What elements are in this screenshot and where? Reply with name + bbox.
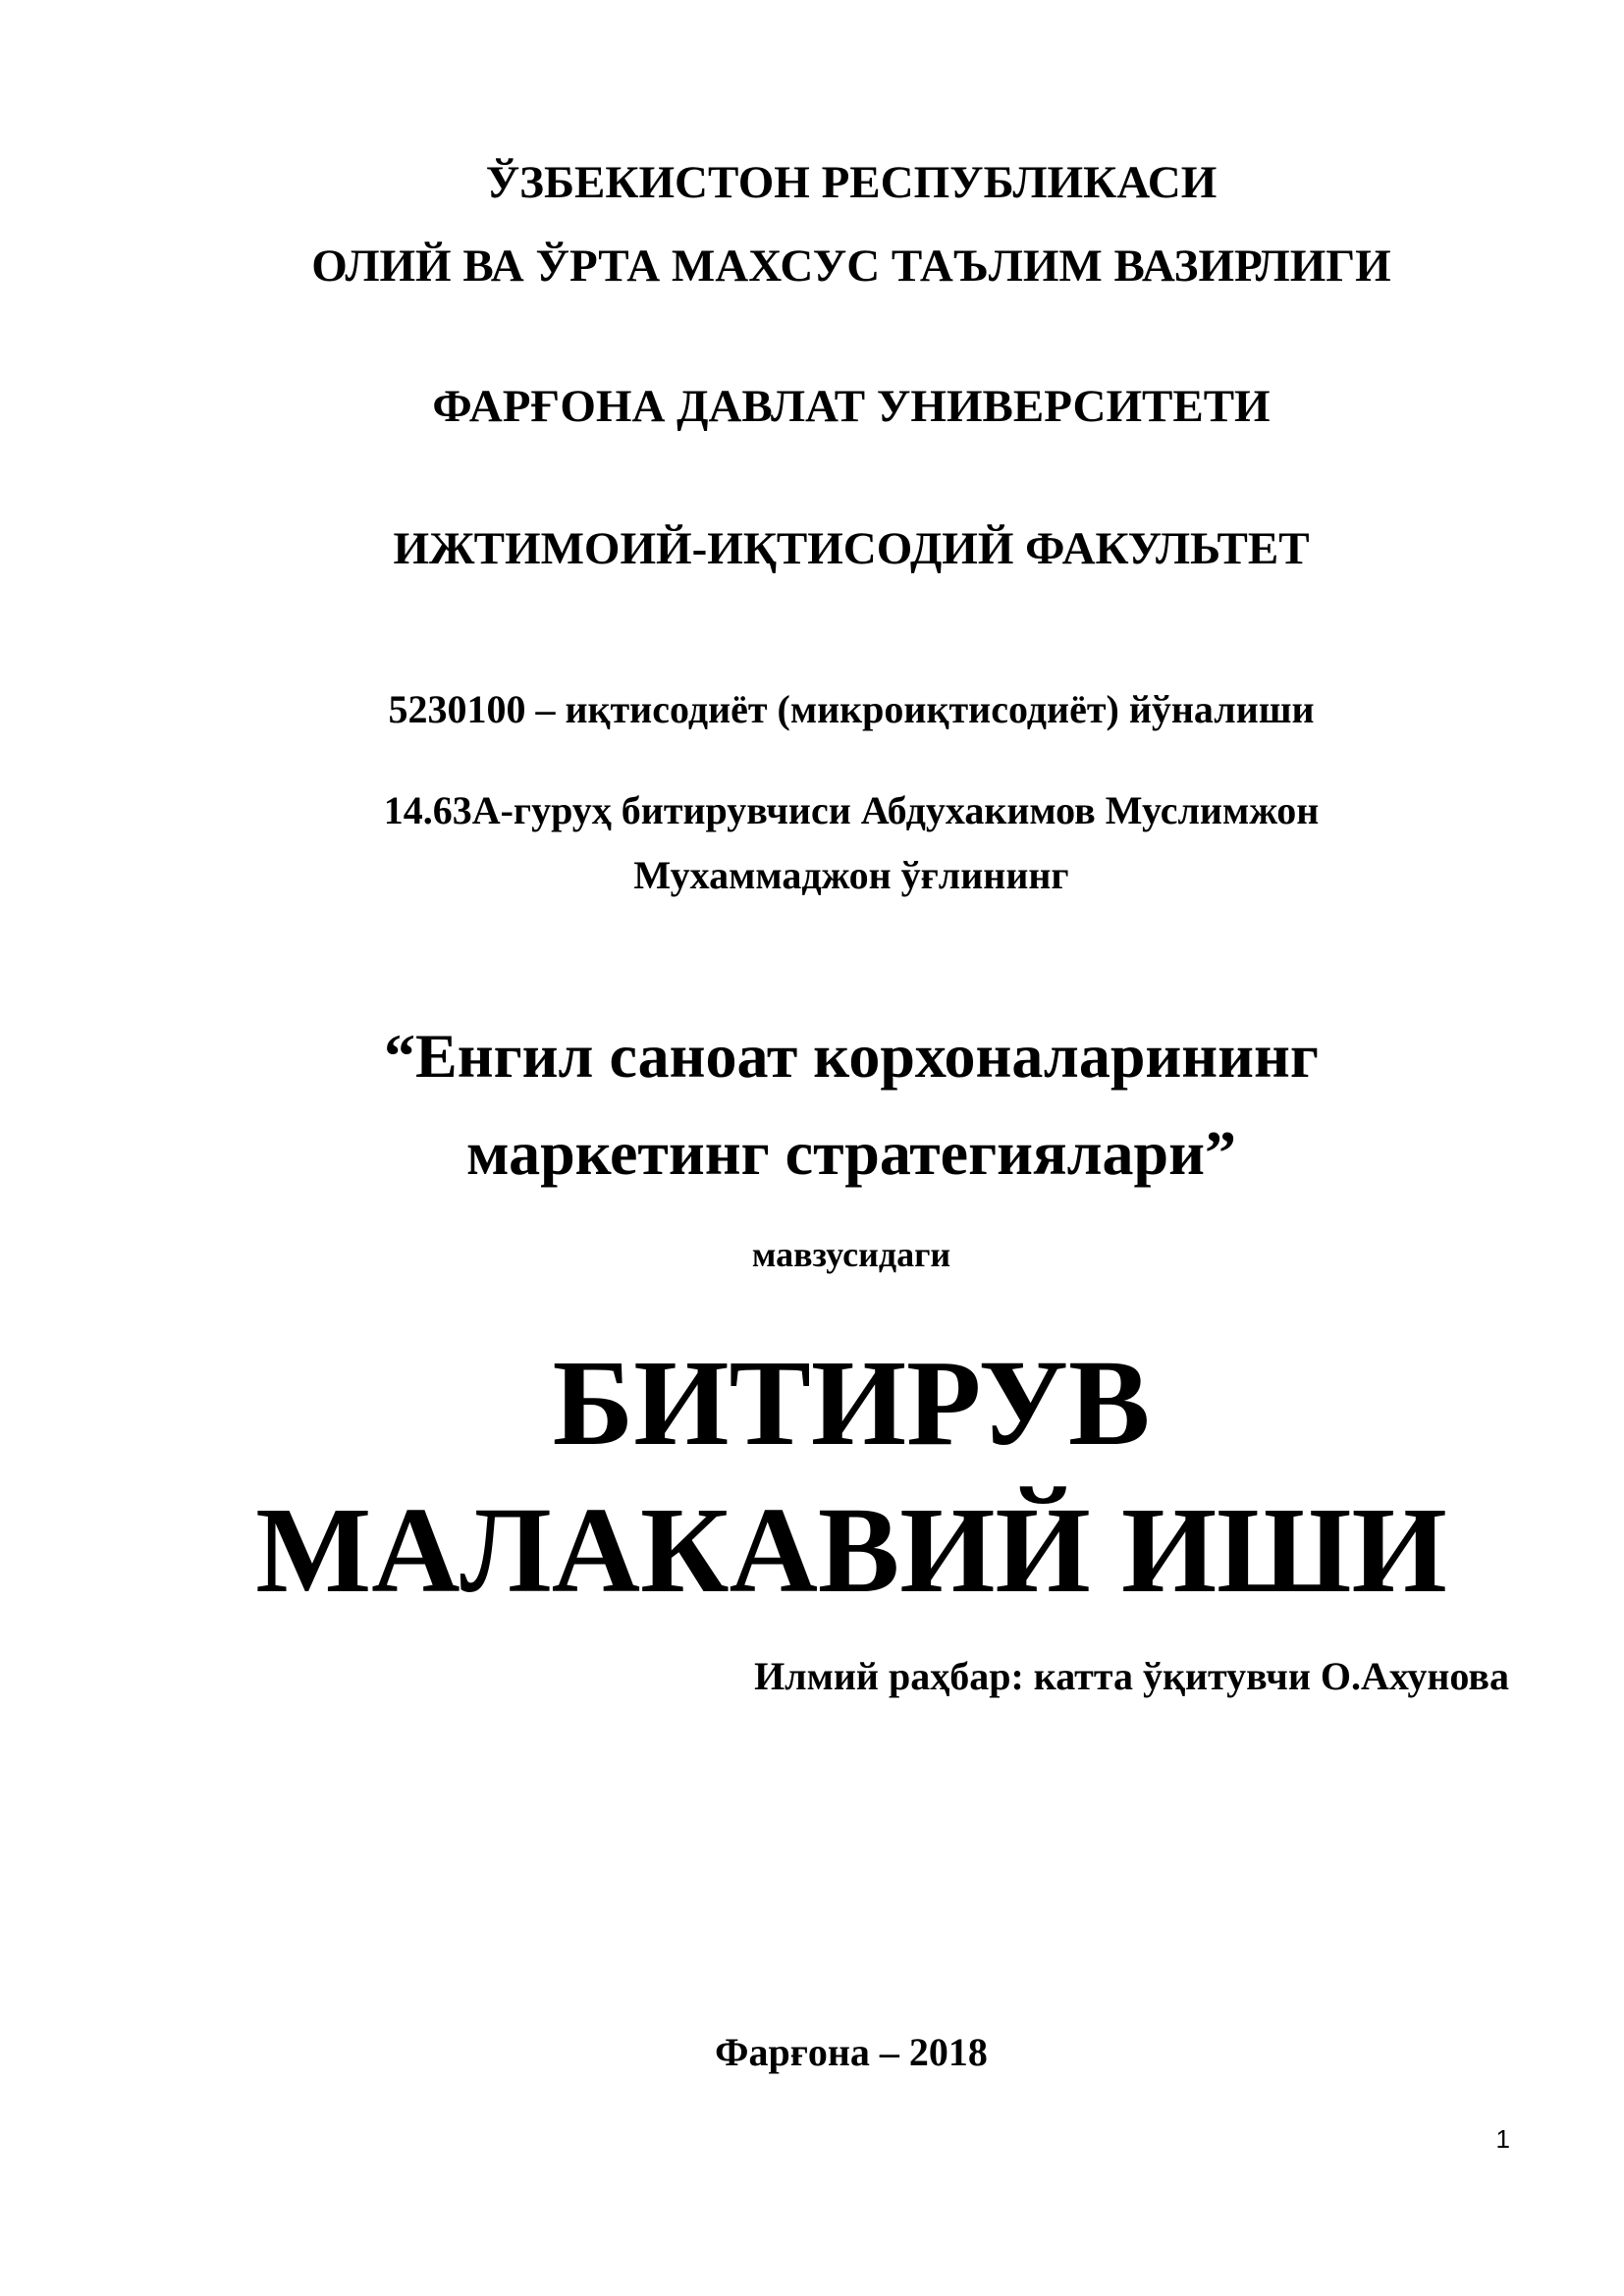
work-type-line-1: БИТИРУВ bbox=[552, 1336, 1151, 1471]
place-year: Фарғона – 2018 bbox=[715, 2030, 988, 2074]
supervisor-line: Илмий раҳбар: катта ўқитувчи О.Ахунова bbox=[754, 1654, 1509, 1698]
topic-title-line-2: маркетинг стратегиялари” bbox=[465, 1118, 1237, 1188]
ministry-heading: ОЛИЙ ВА ЎРТА МАХСУС ТАЪЛИМ ВАЗИРЛИГИ bbox=[311, 240, 1391, 292]
topic-caption: мавзусидаги bbox=[751, 1235, 951, 1274]
university-heading: ФАРҒОНА ДАВЛАТ УНИВЕРСИТЕТИ bbox=[432, 381, 1271, 432]
program-line: 5230100 – иқтисодиёт (микроиқтисодиёт) йўналиши bbox=[388, 687, 1315, 731]
topic-title-line-1: “Енгил саноат корхоналарининг bbox=[384, 1021, 1319, 1091]
republic-heading: ЎЗБЕКИСТОН РЕСПУБЛИКАСИ bbox=[485, 157, 1218, 208]
faculty-heading: ИЖТИМОИЙ-ИҚТИСОДИЙ ФАКУЛЬТЕТ bbox=[393, 523, 1310, 574]
page-number: 1 bbox=[1495, 2124, 1510, 2154]
work-type-line-2: МАЛАКАВИЙ ИШИ bbox=[255, 1483, 1447, 1619]
student-line-1: 14.63А-гуруҳ битирувчиси Абдухакимов Муслимжон bbox=[383, 788, 1320, 832]
student-line-2: Мухаммаджон ўғлининг bbox=[633, 853, 1069, 897]
